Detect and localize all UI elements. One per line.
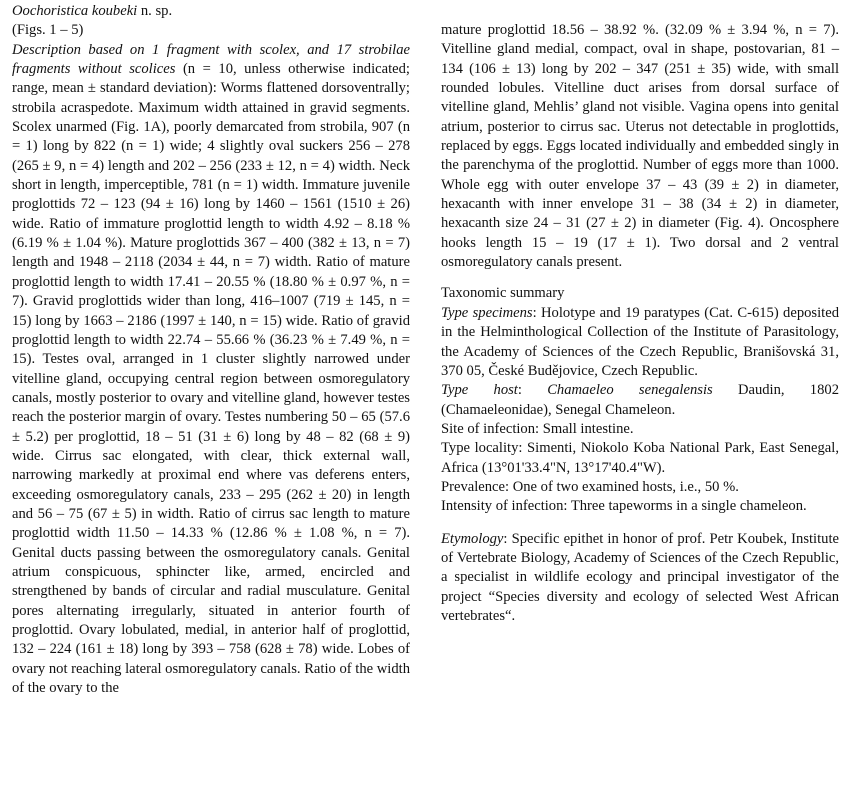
type-specimens [441, 304, 839, 381]
site-of-infection: Site of infection: Small intestine. [441, 420, 634, 437]
species-name: Oochoristica koubeki [12, 3, 138, 19]
type-host-colon: : [517, 382, 548, 399]
description-intro: Description based on 1 fragment with scolex, and 17 strobilae fragments without scolices [12, 41, 410, 78]
etymology [441, 530, 839, 627]
description-continuation: mature proglottid 18.56 – 38.92 %. (32.09 % ± 3.94 %, n = 7). Vitelline gland medial, compact, oval in shape, postovarian, 81 – 134 (106 ± 13) long by 202 – 347 (251 ± 35) wide, with small rounded lobules. Vitelline duct arises from dorsal surface of vitelline gland, Mehlis’ gland not visible. Vagina opens into genital atrium, posterior to cirrus sac. Uterus not detectable in proglottids, replaced by eggs. Eggs located individually and embedded singly in the parenchyma of the proglottid. Number of eggs more than 1000. Whole egg with outer envelope 37 – 43 (39 ± 2) in diameter, hexacanth with inner envelope 31 – 38 (34 ± 2) in diameter, hexacanth size 24 – 31 (27 ± 2) in diameter (Fig. 4). Oncosphere hooks length 15 – 19 (17 ± 1). Two dorsal and 2 ventral osmoregulatory canals present. [441, 22, 839, 271]
intensity-of-infection: Intensity of infection: Three tapeworms in a single chameleon. [441, 498, 807, 515]
prevalence: Prevalence: One of two examined hosts, i.e., 50 %. [441, 478, 739, 495]
type-host-label: Type host [441, 382, 518, 399]
etymology-text: : Specific epithet in honor of prof. Petr Koubek, Institute of Vertebrate Biology, Academy of Sciences of the Czech Republic, a specialist in wildlife ecology and principal investigator of the project “Species diversity and ecology of selected West African vertebrates“. [441, 530, 839, 624]
etymology-label: Etymology [441, 530, 504, 547]
description-paragraph [12, 41, 410, 699]
type-host-species: Chamaeleo senegalensis [547, 382, 713, 399]
taxonomic-summary-heading: Taxonomic summary [441, 285, 565, 302]
left-column [12, 2, 410, 698]
type-host [441, 381, 839, 420]
species-suffix: n. sp. [137, 3, 173, 19]
description-body: (n = 10, unless otherwise indicated; range, mean ± standard deviation): Worms flattened dorsoventrally; strobila acraspedote. Maximum width attained in gravid segments. Scolex unarmed (Fig. 1A), poorly demarcated from strobila, 907 (n = 1) long by 822 (n = 1) wide; 4 slightly oval suckers 256 – 278 (265 ± 9, n = 4) length and 202 – 256 (233 ± 12, n = 4) width. Neck short in length, imperceptible, 781 (n = 1) width. Immature juvenile proglottids 72 – 123 (94 ± 16) long by 1460 – 1561 (1510 ± 26) wide. Ratio of immature proglottid length to width 4.92 – 8.18 % (6.19 % ± 1.04 %). Mature proglottids 367 – 400 (382 ± 13, n = 7) length and 1948 – 2118 (2034 ± 44, n = 7) width. Ratio of mature proglottid length to width 17.41 – 20.55 % (18.80 % ± 0.97 %, n = 7). Gravid proglottids wider than long, 416–1007 (719 ± 145, n = 15) long by 1663 – 2186 (1997 ± 140, n = 15) wide. Ratio of gravid proglottid length to width 22.74 – 55.66 % (36.23 % ± 7.49 %, n = 15). Testes oval, arranged in 1 cluster slightly narrowed under vitelline gland, occupying central region between osmoregulatory canals, mostly posterior to ovary and vitelline gland, however testes reach the posterior margin of ovary. Testes numbering 50 – 65 (57.6 ± 5.2) per proglottid, 18 – 51 (31 ± 6) long by 48 – 82 (68 ± 9) wide. Cirrus sac elongated, with clear, thick external wall, narrowing markedly at proximal end where vas deferens enters, exceeding osmoregulatory canals, 233 – 295 (262 ± 20) in length and 56 – 75 (67 ± 5) in width. Ratio of cirrus sac length to mature proglottid width 11.50 – 14.33 % (12.86 % ± 1.08 %, n = 7). Genital ducts passing between the osmoregulatory canals. Genital atrium conspicuous, sphincter like, armed, encircled and strengthened by bands of circular and radial musculature. Genital pores alternating irregularly, situated in anterior fourth of proglottid. Ovary lobulated, medial, in anterior half of proglottid, 132 – 224 (161 ± 18) long by 393 – 758 (628 ± 78) wide. Lobes of ovary not reaching lateral osmoregulatory canals. Ratio of the width of the ovary to the [12, 61, 410, 697]
type-specimens-label: Type specimens [441, 304, 533, 321]
type-specimens-text: : Holotype and 19 paratypes (Cat. C-615) deposited in the Helminthological Collection of the Institute of Parasitology, the Academy of Sciences of the Czech Republic, Branišovská 31, 370 05, České Budějovice, Czech Republic. [441, 304, 839, 379]
right-column [441, 21, 839, 626]
species-title [12, 2, 410, 21]
type-locality: Type locality: Simenti, Niokolo Koba National Park, East Senegal, Africa (13°01'33.4"N, 13°17'40.4"W). [441, 440, 839, 476]
figure-reference: (Figs. 1 – 5) [12, 22, 84, 39]
type-host-text: Daudin, 1802 (Chamaeleonidae), Senegal Chameleon. [441, 382, 839, 418]
